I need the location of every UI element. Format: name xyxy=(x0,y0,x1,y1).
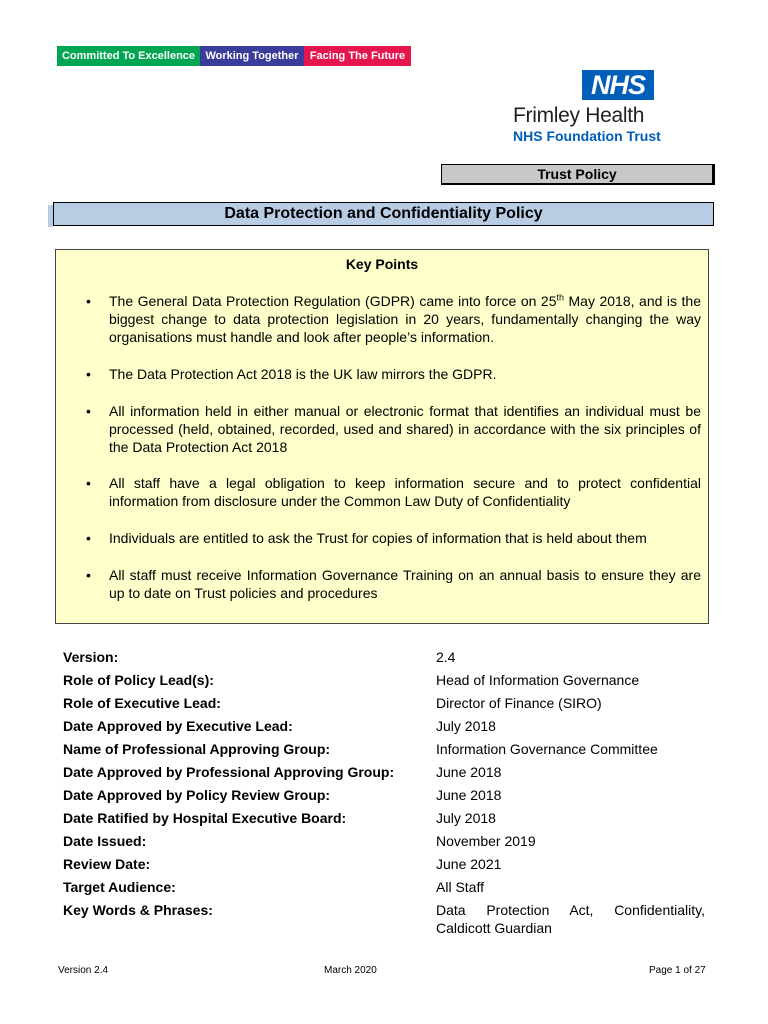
meta-row-executive-lead xyxy=(63,694,708,712)
key-point-sup: th xyxy=(556,292,564,303)
meta-row-key-words xyxy=(63,901,708,936)
bullet-icon: • xyxy=(86,293,91,309)
key-point-item: All information held in either manual or electronic format that identifies an individual must be processed (held, obtained, recorded, used and shared) in accordance with the six principles of the Data Protection Act 2018 xyxy=(109,403,701,455)
meta-label: Date Approved by Executive Lead: xyxy=(63,718,293,734)
bullet-icon: • xyxy=(86,403,91,419)
value-working-together: Working Together xyxy=(200,46,304,66)
footer-page-number: Page 1 of 27 xyxy=(649,965,706,976)
meta-row-target-audience xyxy=(63,878,708,896)
meta-label: Date Ratified by Hospital Executive Board: xyxy=(63,810,347,826)
meta-row-version xyxy=(63,648,708,666)
meta-label: Review Date: xyxy=(63,856,151,872)
value-facing-the-future: Facing The Future xyxy=(304,46,411,66)
meta-value: June 2018 xyxy=(436,787,502,803)
meta-row-approving-group xyxy=(63,740,708,758)
key-point-item: All staff must receive Information Governance Training on an annual basis to ensure they are up to date on Trust policies and procedures xyxy=(109,567,701,601)
meta-value: All Staff xyxy=(436,879,484,895)
key-points-box xyxy=(55,249,709,624)
footer-version: Version 2.4 xyxy=(58,965,109,976)
meta-label: Date Approved by Professional Approving Group: xyxy=(63,764,395,780)
meta-label: Date Issued: xyxy=(63,833,147,849)
meta-label: Role of Executive Lead: xyxy=(63,695,221,711)
meta-label: Key Words & Phrases: xyxy=(63,902,213,918)
meta-row-date-ratified xyxy=(63,809,708,827)
meta-label: Target Audience: xyxy=(63,879,176,895)
meta-value: 2.4 xyxy=(436,649,456,665)
key-point-item xyxy=(109,292,701,346)
meta-value: Head of Information Governance xyxy=(436,672,640,688)
key-point-item: All staff have a legal obligation to keep information secure and to protect confidential information from disclosure under the Common Law Duty of Confidentiality xyxy=(109,475,701,509)
meta-value: Director of Finance (SIRO) xyxy=(436,695,602,711)
org-subtitle: NHS Foundation Trust xyxy=(513,128,661,144)
key-point-text: May 2018, and is the biggest change to data protection legislation in 20 years, fundamentally changing the way organisations must handle and look after people’s information. xyxy=(109,293,701,345)
key-points-heading: Key Points xyxy=(345,256,419,272)
meta-label: Role of Policy Lead(s): xyxy=(63,672,214,688)
nhs-logo xyxy=(513,70,663,144)
org-name: Frimley Health xyxy=(513,104,645,127)
key-point-item: Individuals are entitled to ask the Trust for copies of information that is held about them xyxy=(109,530,647,546)
meta-value: July 2018 xyxy=(436,718,496,734)
key-point-item: The Data Protection Act 2018 is the UK law mirrors the GDPR. xyxy=(109,366,497,382)
meta-value: Data Protection Act, Confidentiality, Caldicott Guardian xyxy=(436,902,705,936)
meta-value: Information Governance Committee xyxy=(436,741,658,757)
meta-value: July 2018 xyxy=(436,810,496,826)
meta-value: June 2018 xyxy=(436,764,502,780)
meta-label: Name of Professional Approving Group: xyxy=(63,741,331,757)
meta-row-policy-lead xyxy=(63,671,708,689)
meta-value: June 2021 xyxy=(436,856,502,872)
meta-row-date-issued xyxy=(63,832,708,850)
value-committed-to-excellence: Committed To Excellence xyxy=(57,46,200,66)
meta-row-date-approved-review xyxy=(63,786,708,804)
nhs-badge: NHS xyxy=(582,70,654,100)
bullet-icon: • xyxy=(86,475,91,491)
meta-label: Version: xyxy=(63,649,119,665)
bullet-icon: • xyxy=(86,530,91,546)
meta-row-review-date xyxy=(63,855,708,873)
policy-metadata xyxy=(63,648,708,936)
meta-row-date-approved-group xyxy=(63,763,708,781)
bullet-icon: • xyxy=(86,567,91,583)
meta-value: November 2019 xyxy=(436,833,536,849)
bullet-icon: • xyxy=(86,366,91,382)
policy-type-label: Trust Policy xyxy=(441,164,715,185)
meta-row-date-approved-exec xyxy=(63,717,708,735)
document-title: Data Protection and Confidentiality Policy xyxy=(53,202,714,226)
key-point-text: The General Data Protection Regulation (GDPR) came into force on 25 xyxy=(109,293,557,309)
footer-date: March 2020 xyxy=(324,965,377,976)
values-strip xyxy=(57,46,411,66)
meta-label: Date Approved by Policy Review Group: xyxy=(63,787,331,803)
